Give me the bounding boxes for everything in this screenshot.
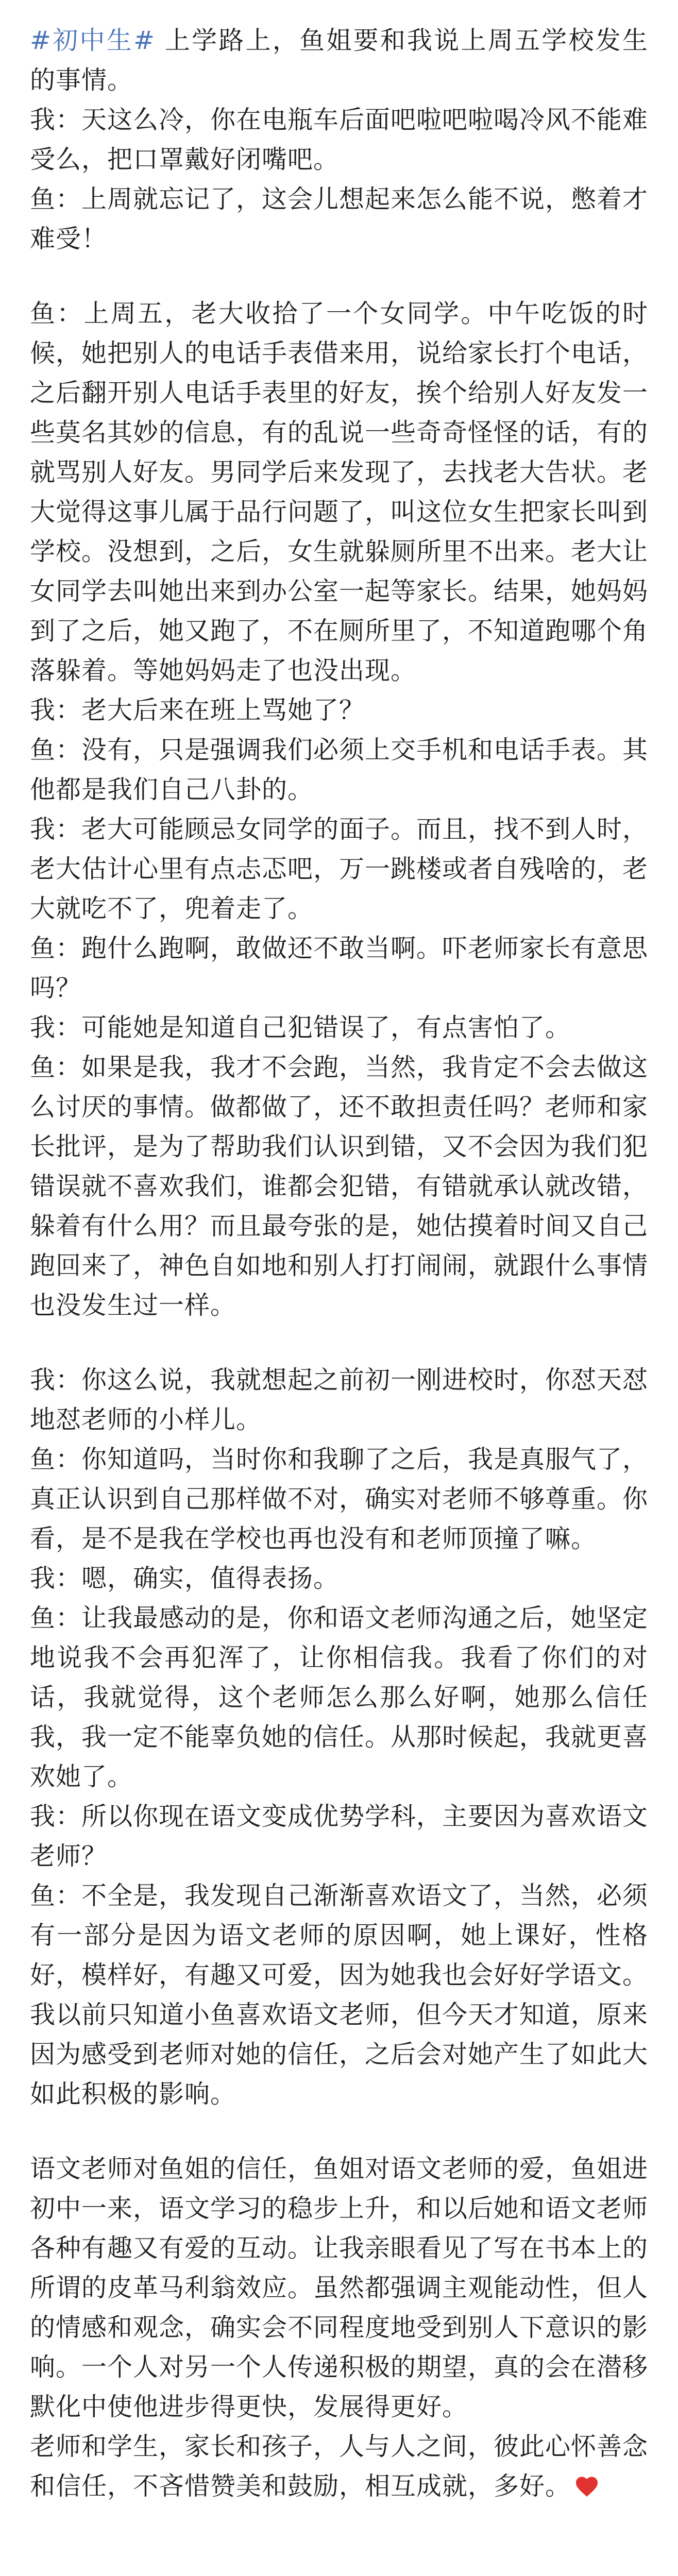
dialogue-line: 鱼：让我最感动的是，你和语文老师沟通之后，她坚定地说我不会再犯浑了，让你相信我。我看了你们的对话，我就觉得，这个老师怎么那么好啊，她那么信任我，我一定不能辜负她的信任。从那时候起，我就更喜欢她了。	[30, 1603, 649, 1791]
dialogue-line: 鱼：没有，只是强调我们必须上交手机和电话手表。其他都是我们自己八卦的。	[30, 735, 649, 804]
intro-text: 上学路上，鱼姐要和我说上周五学校发生的事情。	[30, 26, 648, 95]
dialogue-line: 我：老大后来在班上骂她了？	[30, 696, 365, 725]
reflection-paragraph: 语文老师对鱼姐的信任，鱼姐对语文老师的爱，鱼姐进初中一来，语文学习的稳步上升，和以后她和语文老师各种有趣又有爱的互动。让我亲眼看见了写在书本上的所谓的皮革马利翁效应。虽然都强调主观能动性，但人的情感和观念，确实会不同程度地受到别人下意识的影响。一个人对另一个人传递积极的期望，真的会在潜移默化中使他进步得更快，发展得更好。	[30, 2154, 649, 2421]
post-intro	[30, 21, 648, 100]
dialogue-line: 鱼：如果是我，我才不会跑，当然，我肯定不会去做这么讨厌的事情。做都做了，还不敢担责任吗？老师和家长批评，是为了帮助我们认识到错，又不会因为我们犯错误就不喜欢我们，谁都会犯错，有错就承认就改错，躲着有什么用？而且最夸张的是，她估摸着时间又自己跑回来了，神色自如地和别人打打闹闹，就跟什么事情也没发生过一样。	[30, 1053, 649, 1320]
red-heart-icon	[575, 2476, 599, 2497]
dialogue-line: 我：你这么说，我就想起之前初一刚进校时，你怼天怼地怼老师的小样儿。	[30, 1365, 649, 1434]
dialogue-line: 鱼：上周五，老大收拾了一个女同学。中午吃饭的时候，她把别人的电话手表借来用，说给家长打个电话，之后翻开别人电话手表里的好友，挨个给别人好友发一些莫名其妙的信息，有的乱说一些奇奇怪怪的话，有的就骂别人好友。男同学后来发现了，去找老大告状。老大觉得这事儿属于品行问题了，叫这位女生把家长叫到学校。没想到，之后，女生就躲厕所里不出来。老大让女同学去叫她出来到办公室一起等家长。结果，她妈妈到了之后，她又跑了，不在厕所里了，不知道跑哪个角落躲着。等她妈妈走了也没出现。	[30, 299, 649, 685]
dialogue-line: 我：所以你现在语文变成优势学科，主要因为喜欢语文老师？	[30, 1802, 649, 1871]
narration-line: 我以前只知道小鱼喜欢语文老师，但今天才知道，原来因为感受到老师对她的信任，之后会对她产生了如此大如此积极的影响。	[30, 2000, 649, 2109]
dialogue-line: 鱼：跑什么跑啊，敢做还不敢当啊。吓老师家长有意思吗？	[30, 934, 649, 1003]
dialogue-line: 我：天这么冷，你在电瓶车后面吧啦吧啦喝冷风不能难受么，把口罩戴好闭嘴吧。	[30, 105, 649, 174]
dialogue-line: 我：嗯，确实，值得表扬。	[30, 1564, 340, 1593]
dialogue-line: 我：可能她是知道自己犯错误了，有点害怕了。	[30, 1013, 571, 1042]
hashtag-link[interactable]: #初中生#	[30, 26, 156, 55]
dialogue-line: 鱼：上周就忘记了，这会儿想起来怎么能不说，憋着才难受！	[30, 184, 649, 253]
dialogue-line: 鱼：不全是，我发现自己渐渐喜欢语文了，当然，必须有一部分是因为语文老师的原因啊，她上课好，性格好，模样好，有趣又可爱，因为她我也会好好学语文。	[30, 1881, 649, 1990]
closing-text: 老师和学生，家长和孩子，人与人之间，彼此心怀善念和信任，不吝惜赞美和鼓励，相互成就，多好。	[30, 2432, 649, 2501]
dialogue-line: 我：老大可能顾忌女同学的面子。而且，找不到人时，老大估计心里有点忐忑吧，万一跳楼或者自残啥的，老大就吃不了，兜着走了。	[30, 815, 649, 923]
dialogue-line: 鱼：你知道吗，当时你和我聊了之后，我是真服气了，真正认识到自己那样做不对，确实对老师不够尊重。你看，是不是我在学校也再也没有和老师顶撞了嘛。	[30, 1445, 649, 1553]
closing-paragraph	[30, 2427, 648, 2506]
